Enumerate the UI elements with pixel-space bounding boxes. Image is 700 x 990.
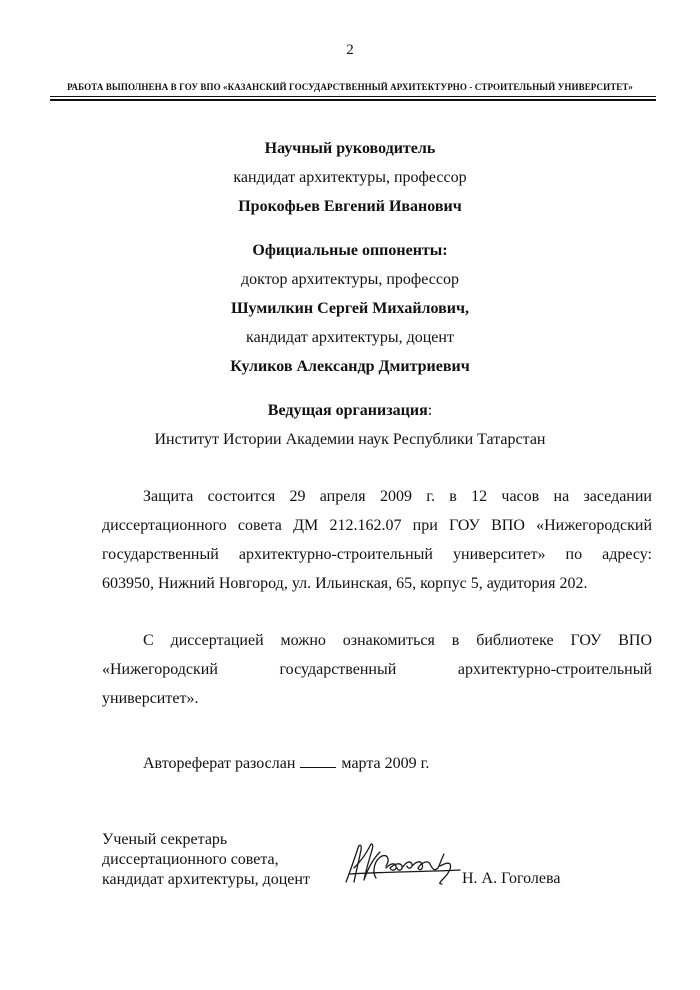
abstract-sent-line	[143, 753, 429, 773]
defense-line-4: 603950, Нижний Новгород, ул. Ильинская, 65, корпус 5, аудитория 202.	[102, 575, 588, 592]
lead-organization-colon: :	[427, 402, 433, 419]
header-divider-thick	[50, 99, 656, 101]
secretary-council: диссертационного совета,	[102, 851, 279, 868]
defense-line-3: государственный архитектурно-строительный университет» по адресу:	[102, 546, 652, 563]
opponent-2-name: Куликов Александр Дмитриевич	[230, 358, 470, 375]
opponent-1-degree: доктор архитектуры, профессор	[241, 271, 459, 288]
date-blank	[300, 753, 336, 768]
supervisor-name: Прокофьев Евгений Иванович	[238, 198, 462, 215]
abstract-sent-prefix: Автореферат разослан	[143, 755, 296, 772]
opponent-2-degree: кандидат архитектуры, доцент	[246, 329, 454, 346]
defense-paragraph	[102, 482, 652, 598]
secretary-signer-name: Н. А. Гоголева	[462, 870, 561, 887]
header-divider-thin	[50, 96, 656, 97]
defense-line-2: диссертационного совета ДМ 212.162.07 при ГОУ ВПО «Нижегородский	[102, 517, 652, 534]
opponent-1-name: Шумилкин Сергей Михайлович,	[230, 300, 470, 317]
opponents-block	[0, 236, 700, 381]
library-line-3: университет».	[102, 690, 199, 707]
page-number: 2	[346, 42, 354, 58]
handwritten-signature	[340, 838, 465, 888]
lead-organization-heading: Ведущая организация	[267, 402, 428, 419]
defense-line-1: Защита состоится 29 апреля 2009 г. в 12 часов на заседании	[143, 488, 652, 505]
library-line-2: «Нижегородский государственный архитектурно-строительный	[102, 661, 652, 678]
supervisor-block	[0, 134, 700, 221]
supervisor-degree: кандидат архитектуры, профессор	[233, 169, 467, 186]
secretary-degree: кандидат архитектуры, доцент	[102, 871, 310, 888]
library-line-1: С диссертацией можно ознакомиться в библиотеке ГОУ ВПО	[143, 632, 652, 649]
institution-header: РАБОТА ВЫПОЛНЕНА В ГОУ ВПО «КАЗАНСКИЙ ГОСУДАРСТВЕННЫЙ АРХИТЕКТУРНО - СТРОИТЕЛЬНЫЙ УНИВЕРСИТЕТ»	[67, 82, 633, 92]
supervisor-heading: Научный руководитель	[264, 140, 436, 157]
secretary-block	[102, 830, 310, 890]
abstract-sent-suffix: марта 2009 г.	[341, 755, 430, 772]
library-paragraph	[102, 626, 652, 713]
lead-organization-name: Институт Истории Академии наук Республики Татарстан	[154, 431, 546, 448]
opponents-heading: Официальные оппоненты:	[252, 242, 448, 259]
lead-organization-block	[0, 396, 700, 454]
secretary-title: Ученый секретарь	[102, 831, 228, 848]
